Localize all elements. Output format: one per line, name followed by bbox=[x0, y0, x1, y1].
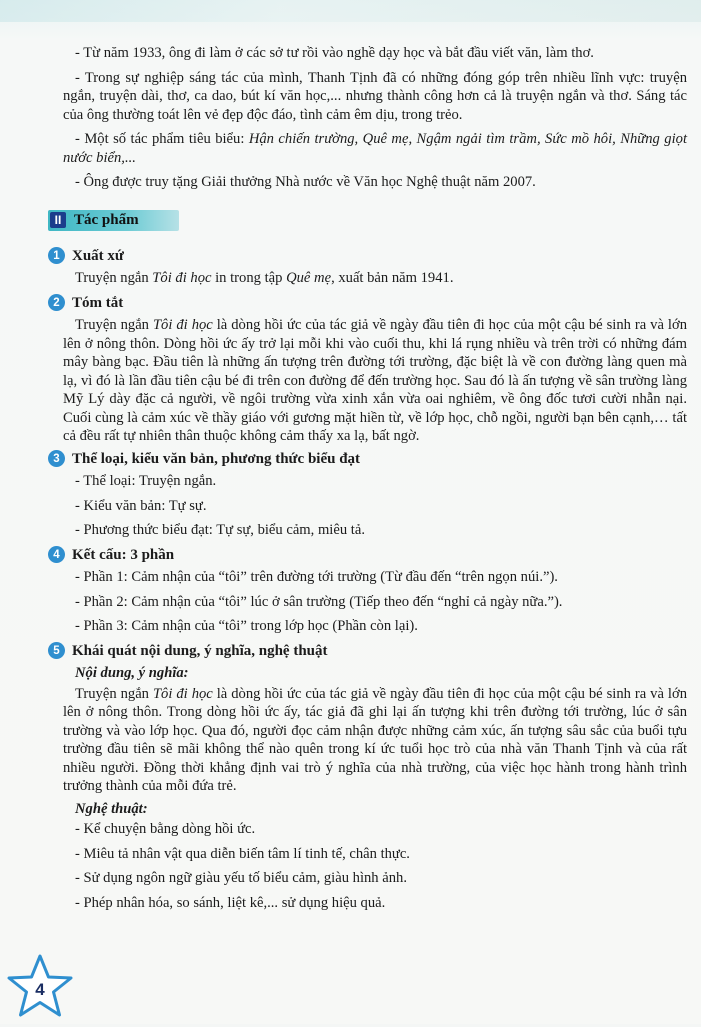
art-item: - Kể chuyện bằng dòng hồi ức. bbox=[75, 821, 256, 837]
origin-text-a: Truyện ngắn bbox=[75, 270, 153, 286]
art-item: - Miêu tả nhân vật qua diễn biến tâm lí tinh tế, chân thực. bbox=[75, 845, 410, 862]
document-body bbox=[53, 44, 688, 918]
content-text-a: Truyện ngắn bbox=[75, 685, 153, 702]
structure-item: - Phần 1: Cảm nhận của “tôi” trên đường tới trường (Từ đầu đến “trên ngọn núi.”). bbox=[75, 569, 558, 585]
content-work: Tôi đi học bbox=[152, 685, 213, 702]
number-badge-4: 4 bbox=[48, 546, 65, 563]
summary-title: Tóm tắt bbox=[72, 294, 124, 311]
works-titles: Hận chiến trường, Quê mẹ, Ngậm ngải tìm trầm, Sức mồ hôi, Những giọt nước biển,... bbox=[63, 131, 688, 166]
structure-item: - Phần 3: Cảm nhận của “tôi” trong lớp học (Phần còn lại). bbox=[75, 618, 418, 634]
award-line: - Ông được truy tặng Giải thưởng Nhà nước về Văn học Nghệ thuật năm 2007. bbox=[75, 174, 536, 190]
page-number: 4 bbox=[35, 980, 45, 999]
page-number-star bbox=[5, 952, 75, 1022]
genre-item: - Phương thức biểu đạt: Tự sự, biểu cảm, miêu tả. bbox=[75, 522, 365, 538]
origin-text bbox=[63, 269, 687, 288]
summary-text-b: là dòng hồi ức của tác giả về ngày đầu tiên đi học của một cậu bé sinh ra và lớn lên ở nông thôn. Dòng hồi ức ấy trở lại mỗi khi vào cuối thu, khi lá rụng nhiều và trên trời có những đám mây bàng bạc. Đầu tiên là những ấn tượng trên đường tới trường, đặc biệt là về con đường làng quen mà lạ, vì đó là lần đầu tiên cậu bé đi trên con đường để đến trường học. Sau đó là ấn tượng về sân trường làng Mỹ Lý dày đặc cả người, về ngôi trường vừa xinh xắn vừa oai nghiêm, về ông đốc tươi cười nhẫn nại. Cuối cùng là cảm xúc về thầy giáo với gương mặt hiền từ, về lớp học, chỗ ngồi, người bạn bên cạnh,… tất cả đều rất tự nhiên thân thuộc không cảm thấy xa lạ, bất ngờ. bbox=[63, 317, 687, 444]
subsection-genre bbox=[48, 450, 687, 469]
art-heading: Nghệ thuật: bbox=[75, 800, 148, 817]
roman-numeral-badge: II bbox=[50, 212, 66, 228]
summary-work: Tôi đi học bbox=[152, 317, 213, 333]
content-heading: Nội dung, ý nghĩa: bbox=[75, 665, 189, 681]
section-heading-tac-pham bbox=[48, 210, 179, 231]
origin-collection: Quê mẹ bbox=[286, 270, 332, 286]
number-badge-1: 1 bbox=[48, 247, 65, 264]
origin-text-c: , xuất bản năm 1941. bbox=[331, 270, 454, 286]
genre-item: - Kiểu văn bản: Tự sự. bbox=[75, 497, 207, 514]
subsection-origin bbox=[48, 247, 687, 266]
origin-title: Xuất xứ bbox=[72, 247, 124, 264]
genre-title: Thể loại, kiểu văn bản, phương thức biểu đạt bbox=[72, 450, 361, 467]
genre-item: - Thể loại: Truyện ngắn. bbox=[75, 473, 217, 489]
subsection-structure bbox=[48, 546, 687, 565]
overview-title: Khái quát nội dung, ý nghĩa, nghệ thuật bbox=[72, 642, 328, 659]
origin-work: Tôi đi học bbox=[152, 270, 212, 286]
structure-item: - Phần 2: Cảm nhận của “tôi” lúc ở sân trường (Tiếp theo đến “nghỉ cả ngày nữa.”). bbox=[75, 593, 563, 610]
origin-text-b: in trong tập bbox=[211, 270, 287, 286]
subsection-overview bbox=[48, 642, 687, 661]
number-badge-2: 2 bbox=[48, 294, 65, 311]
bio-line-2: - Trong sự nghiệp sáng tác của mình, Thanh Tịnh đã có những đóng góp trên nhiều lĩnh vực: truyện ngắn, truyện dài, thơ, ca dao, bút kí văn học,... nhưng thành công hơn cả là truyện ngắn và thơ. Sáng tác của ông thường toát lên vẻ đẹp độc đáo, tình cảm êm dịu, trong trẻo. bbox=[63, 69, 687, 123]
summary-text-a: Truyện ngắn bbox=[75, 317, 153, 333]
content-text bbox=[63, 685, 687, 796]
works-line bbox=[63, 130, 687, 167]
summary-text bbox=[63, 316, 687, 446]
top-decor-band bbox=[0, 0, 701, 22]
number-badge-3: 3 bbox=[48, 450, 65, 467]
bio-line-1: - Từ năm 1933, ông đi làm ở các sở tư rồi vào nghề dạy học và bắt đầu viết văn, làm thơ. bbox=[75, 45, 594, 61]
art-item: - Phép nhân hóa, so sánh, liệt kê,... sử dụng hiệu quả. bbox=[75, 894, 386, 911]
works-prefix: - Một số tác phẩm tiêu biểu: bbox=[75, 131, 249, 147]
number-badge-5: 5 bbox=[48, 642, 65, 659]
content-text-b: là dòng hồi ức của tác giả về ngày đầu tiên đi học của một cậu bé sinh ra và lớn lên ở nông thôn. Trong dòng hồi ức ấy, tác giả đã ghi lại ấn tượng khi trên đường tới trường, lúc ở sân trường và vào lớp học. Qua đó, người đọc cảm nhận được những cảm xúc, ấn tượng sâu sắc của buổi tựu trường đầu tiên sẽ mãi không thể nào quên trong kí ức tuổi học trò của nhà văn Thanh Tịnh và của rất nhiều người. Đồng thời khẳng định vai trò ý nghĩa của nhà trường, của việc học hành trong hành trình trưởng thành của mỗi đứa trẻ. bbox=[63, 685, 687, 794]
art-item: - Sử dụng ngôn ngữ giàu yếu tố biểu cảm, giàu hình ảnh. bbox=[75, 870, 407, 886]
subsection-summary bbox=[48, 294, 687, 313]
section-title: Tác phẩm bbox=[74, 211, 139, 228]
structure-title: Kết cấu: 3 phần bbox=[72, 546, 175, 563]
